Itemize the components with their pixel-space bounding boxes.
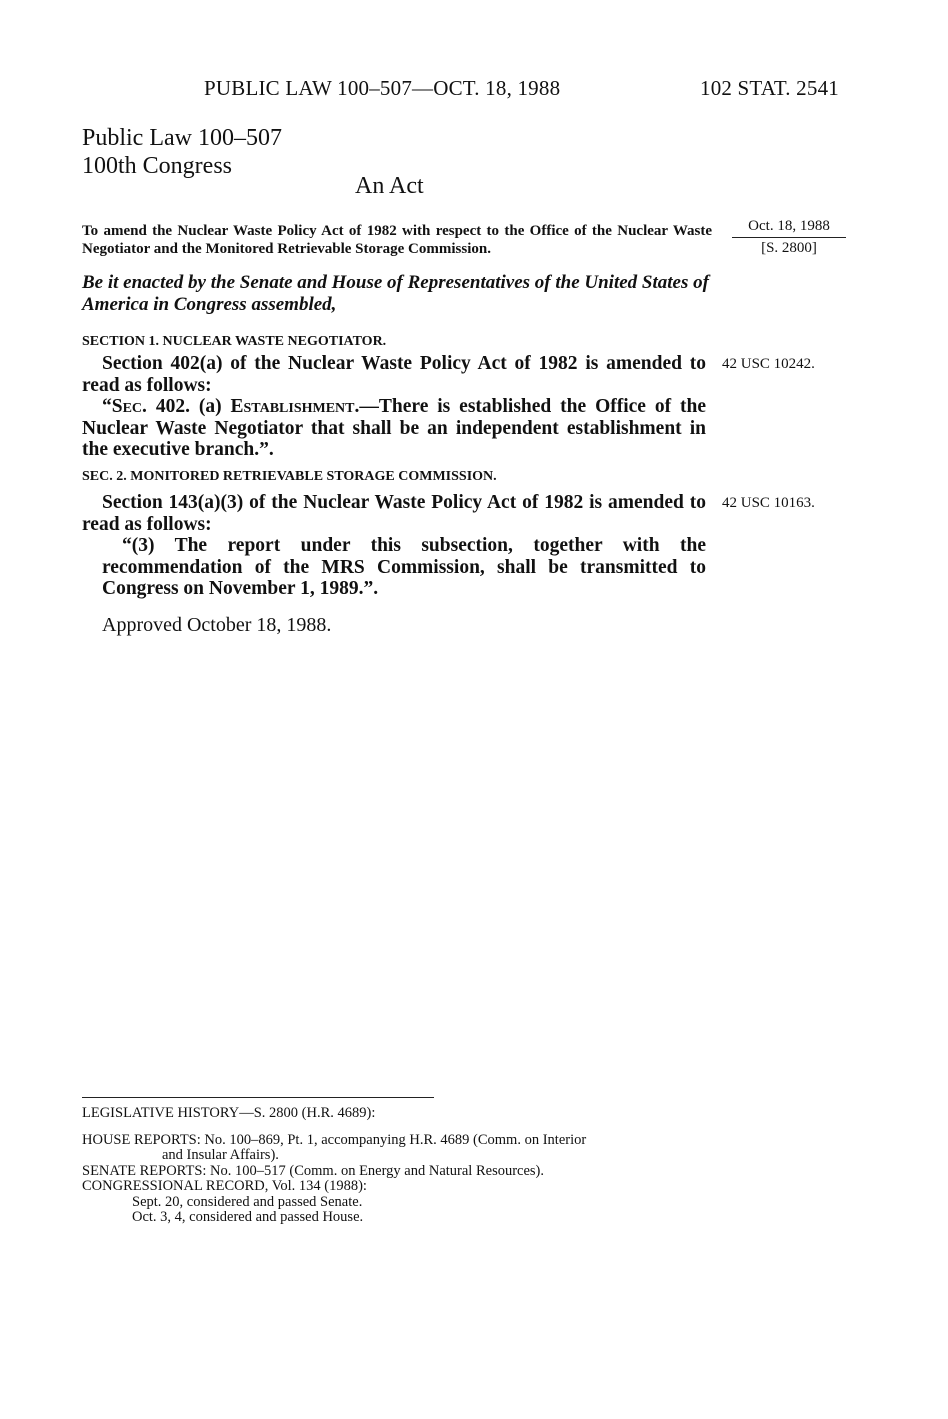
amendment-text: .—There is established the Office of the Nuclear Waste Negotiator that shall be an independent establishment in the executive branch.”.: [82, 396, 706, 460]
footnote-divider: [82, 1097, 434, 1098]
enacting-clause: Be it enacted by the Senate and House of Representatives of the United States of America in Congress assembled,: [82, 272, 709, 315]
section-2-body: [82, 492, 706, 600]
section-2-heading: SEC. 2. MONITORED RETRIEVABLE STORAGE COMMISSION.: [82, 469, 497, 484]
record-action-house: Oct. 3, 4, considered and passed House.: [132, 1209, 364, 1225]
section-1-body: [82, 353, 706, 461]
legislative-history: [82, 1106, 722, 1226]
congressional-record: CONGRESSIONAL RECORD, Vol. 134 (1988):: [82, 1178, 367, 1194]
section-abbrev: Sec: [111, 396, 143, 417]
house-reports-continued: and Insular Affairs).: [162, 1147, 279, 1163]
law-identifier: [82, 124, 282, 180]
bill-number: [S. 2800]: [761, 240, 817, 256]
section-number: . 402. (a): [142, 396, 231, 417]
section-2-amendment-text: “(3) The report under this subsection, together with the recommendation of the MRS Commission, shall be transmitted to Congress on November 1, 1989.”.: [102, 535, 706, 599]
usc-citation-1: 42 USC 10242.: [722, 356, 815, 372]
record-action-senate: Sept. 20, considered and passed Senate.: [132, 1193, 363, 1210]
legislative-history-heading: LEGISLATIVE HISTORY—S. 2800 (H.R. 4689):: [82, 1105, 376, 1121]
margin-date-note: [732, 218, 846, 257]
section-1-amendment-text: [82, 396, 706, 461]
house-reports: HOUSE REPORTS: No. 100–869, Pt. 1, accompanying H.R. 4689 (Comm. on Interior: [82, 1131, 587, 1148]
section-1-intro: Section 402(a) of the Nuclear Waste Policy Act of 1982 is amended to read as follows:: [82, 353, 706, 396]
quote-open: “: [102, 396, 112, 417]
subsection-heading: Establishment: [230, 396, 355, 417]
congress-number: 100th Congress: [82, 153, 232, 179]
section-1-heading: SECTION 1. NUCLEAR WASTE NEGOTIATOR.: [82, 334, 387, 349]
long-title: To amend the Nuclear Waste Policy Act of 1982 with respect to the Office of the Nuclear Waste Negotiator and the Monitored Retrievable Storage Commission.: [82, 223, 712, 257]
statute-page-number: 102 STAT. 2541: [700, 76, 839, 100]
enactment-date: Oct. 18, 1988: [732, 218, 846, 238]
usc-citation-2: 42 USC 10163.: [722, 495, 815, 511]
running-head-title: PUBLIC LAW 100–507—OCT. 18, 1988: [204, 76, 561, 100]
approval-line: Approved October 18, 1988.: [102, 614, 332, 636]
public-law-number: Public Law 100–507: [82, 125, 282, 151]
senate-reports: SENATE REPORTS: No. 100–517 (Comm. on Energy and Natural Resources).: [82, 1162, 545, 1179]
act-title: An Act: [355, 173, 424, 199]
section-2-intro: Section 143(a)(3) of the Nuclear Waste Policy Act of 1982 is amended to read as follows:: [82, 492, 706, 535]
